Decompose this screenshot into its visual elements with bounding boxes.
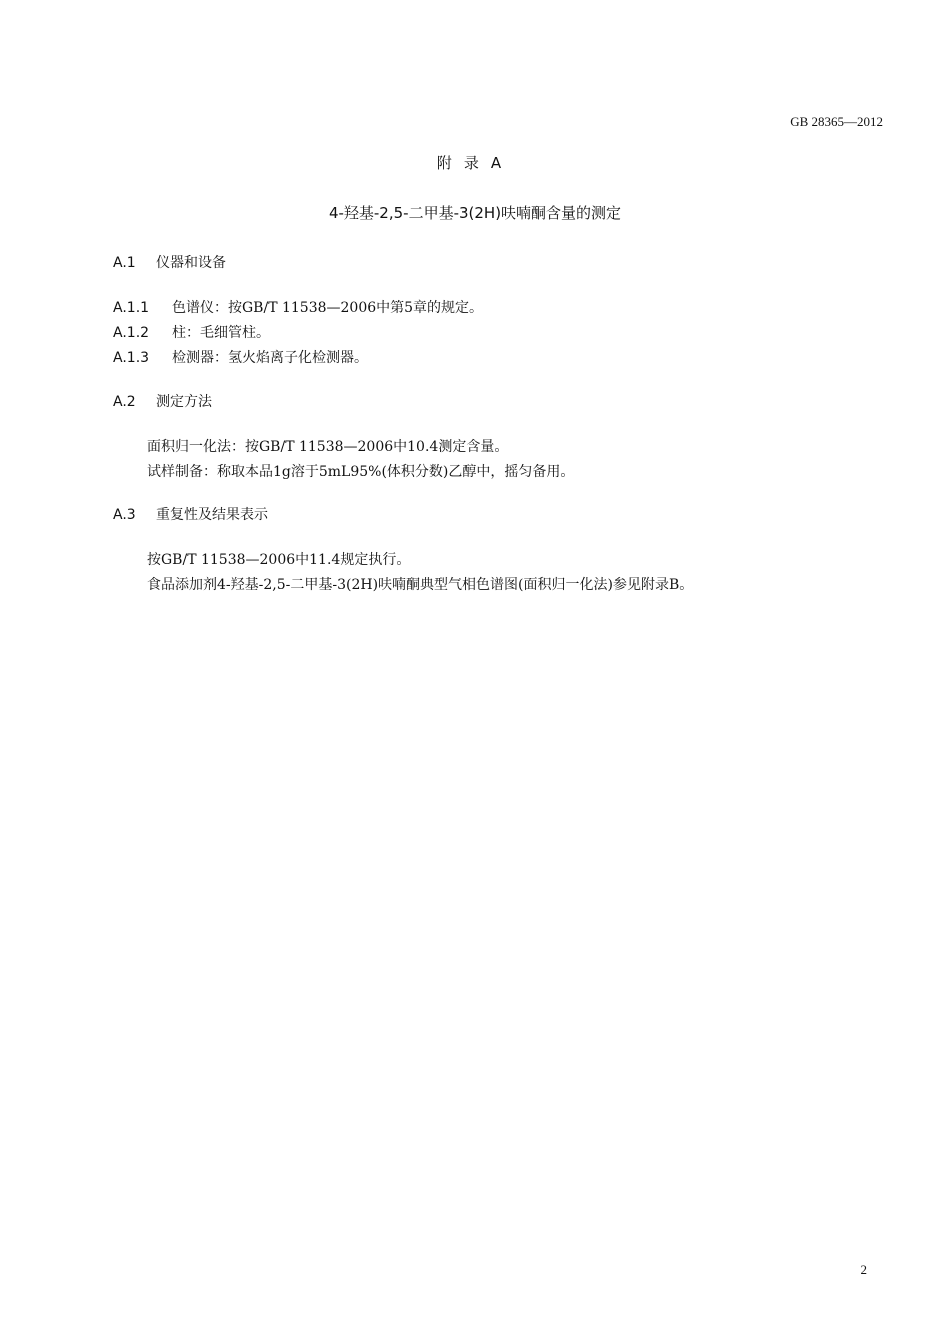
paragraph-a3-1: 按GB/T 11538—2006中11.4规定执行。 [147,552,411,568]
paragraph-a2-1: 面积归一化法：按GB/T 11538—2006中10.4测定含量。 [147,439,509,455]
clause-number: A.1.3 [113,350,150,366]
standard-number: GB 28365—2012 [790,114,883,129]
appendix-label: 附录A [436,154,514,172]
clause-a1-2 [113,322,270,342]
section-number: A.2 [113,394,136,410]
section-number: A.1 [113,255,136,271]
paragraph-a3-2: 食品添加剂4-羟基-2,5-二甲基-3(2H)呋喃酮典型气相色谱图(面积归一化法)参见附录B。 [147,577,694,593]
section-heading-a3 [113,504,268,524]
clause-a1-1 [113,297,483,317]
clause-text: 色谱仪：按GB/T 11538—2006中第5章的规定。 [172,300,484,316]
clause-number: A.1.2 [113,325,150,341]
section-title: 重复性及结果表示 [156,507,268,523]
clause-text: 柱：毛细管柱。 [172,325,270,341]
section-title: 测定方法 [156,394,212,410]
clause-text: 检测器：氢火焰离子化检测器。 [172,350,368,366]
appendix-title: 4-羟基-2,5-二甲基-3(2H)呋喃酮含量的测定 [328,204,622,222]
section-heading-a1 [113,252,226,272]
section-heading-a2 [113,391,212,411]
paragraph-a2-2: 试样制备：称取本品1g溶于5mL95%(体积分数)乙醇中，摇匀备用。 [147,464,575,480]
clause-a1-3 [113,347,368,367]
section-number: A.3 [113,507,136,523]
page-number: 2 [860,1262,867,1277]
section-title: 仪器和设备 [156,255,226,271]
clause-number: A.1.1 [113,300,150,316]
